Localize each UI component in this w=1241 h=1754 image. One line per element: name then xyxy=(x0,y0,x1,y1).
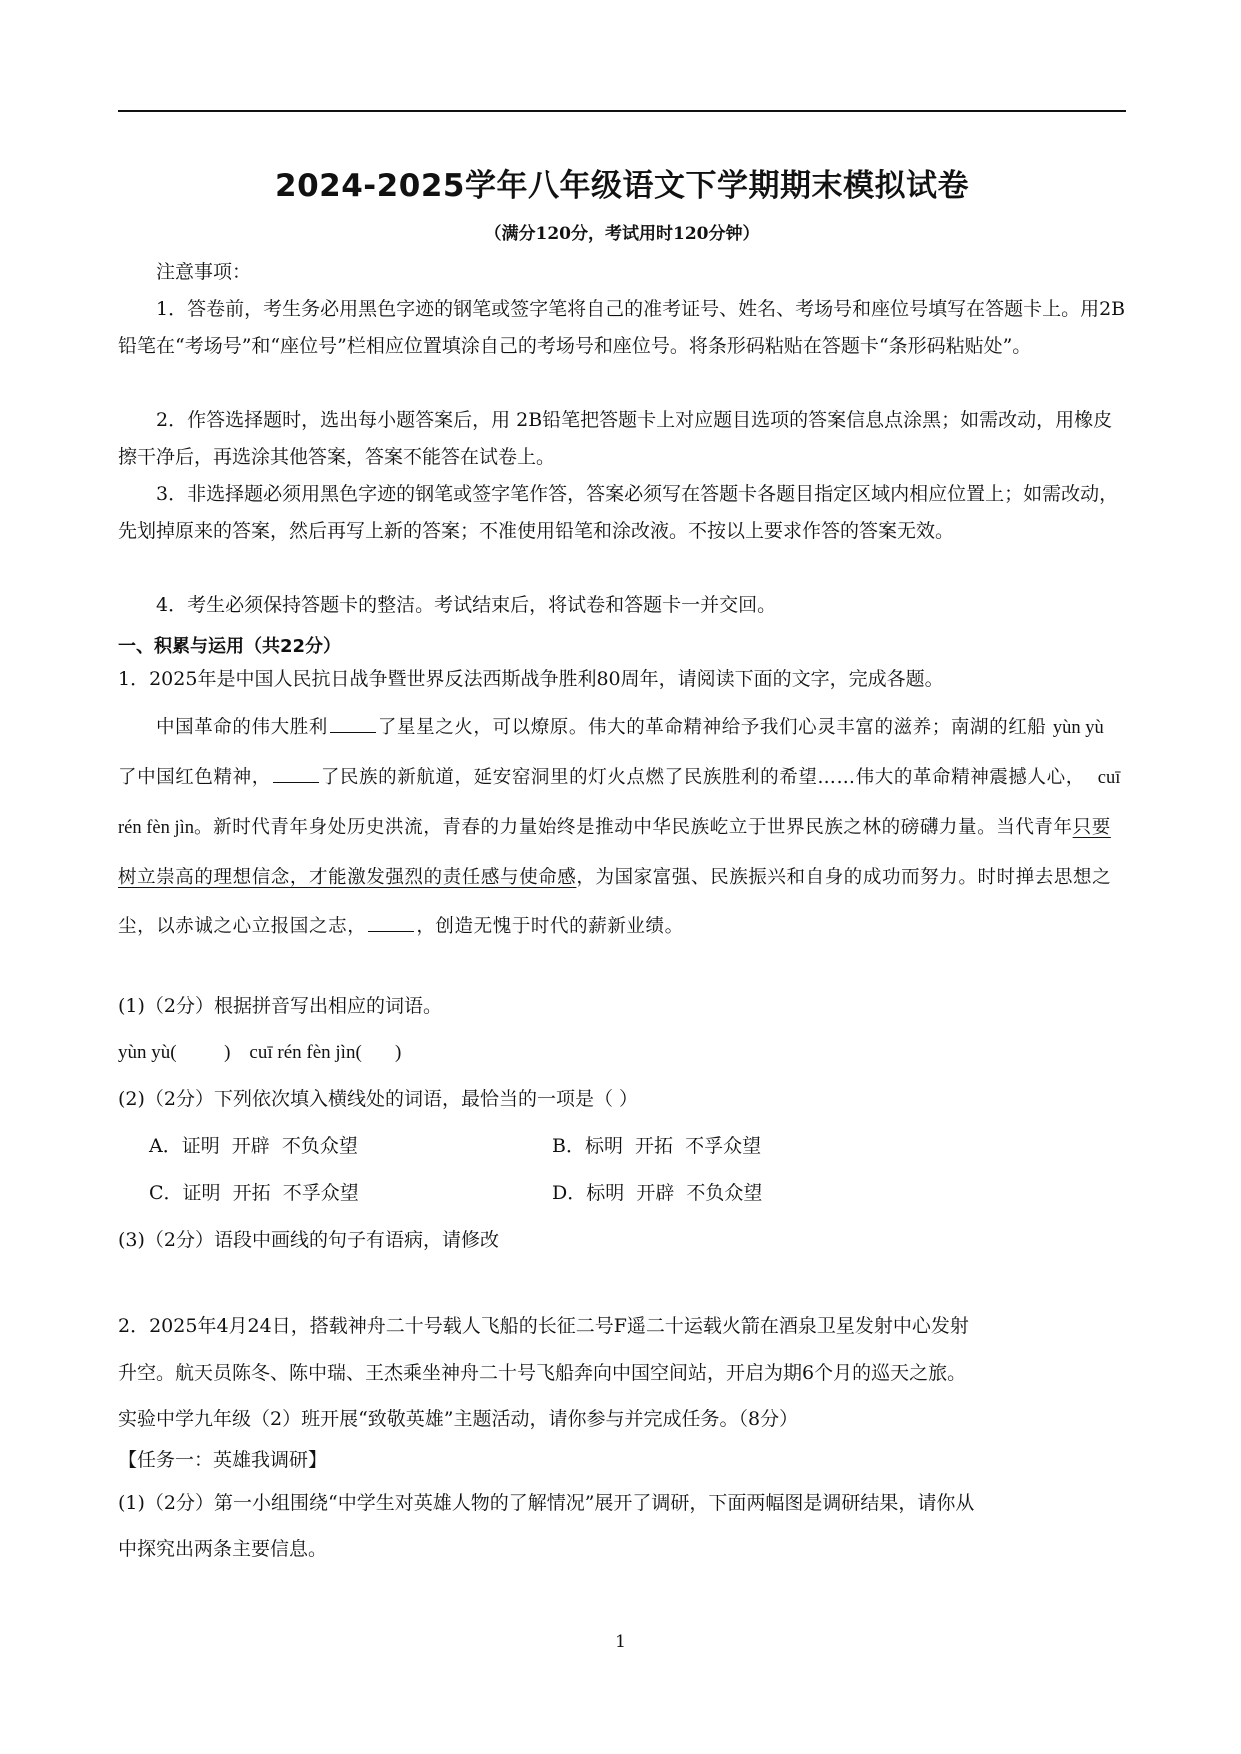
q2-line-2: 升空。航天员陈冬、陈中瑞、王杰乘坐神舟二十号飞船奔向中国空间站，开启为期6个月的巡天之旅。 xyxy=(118,1362,967,1384)
passage-text: 中国革命的伟大胜利 xyxy=(156,717,328,738)
notice-item-2: 2．作答选择题时，选出每小题答案后，用 2B铅笔把答题卡上对应题目选项的答案信息点涂黑；如需改动，用橡皮擦干净后，再选涂其他答案，答案不能答在试卷上。 xyxy=(118,409,1113,468)
option-a: A．证明 开辟 不负众望 xyxy=(149,1135,358,1157)
passage-text: 了民族的新航道，延安窑洞里的灯火点燃了民族胜利的希望……伟大的革命精神震撼人心， xyxy=(320,767,1085,788)
q1-passage xyxy=(118,703,1126,951)
passage-text: 了星星之火，可以燎原。伟大的革命精神给予我们心灵丰富的滋养；南湖的红船 xyxy=(377,717,1053,738)
notice-item-4: 4．考生必须保持答题卡的整洁。考试结束后，将试卷和答题卡一并交回。 xyxy=(156,594,777,616)
q2-line-3: 实验中学九年级（2）班开展“致敬英雄”主题活动，请你参与并完成任务。（8分） xyxy=(118,1408,799,1430)
passage-text: ，创造无愧于时代的薪新业绩。 xyxy=(416,916,684,937)
notice-item-1: 1．答卷前，考生务必用黑色字迹的钢笔或签字笔将自己的准考证号、姓名、考场号和座位号填写在答题卡上。用2B铅笔在“考场号”和“座位号”栏相应位置填涂自己的考场号和座位号。将条形码粘贴在答题卡“条形码粘贴处”。 xyxy=(118,298,1126,357)
option-c: C．证明 开拓 不孚众望 xyxy=(149,1182,359,1204)
section-1-heading: 一、积累与运用（共22分） xyxy=(118,636,342,657)
header-rule xyxy=(118,110,1126,112)
option-b: B．标明 开拓 不孚众望 xyxy=(552,1135,762,1157)
pinyin-cuirenfenjin: cuī rén fèn jìn xyxy=(118,768,1121,838)
notice-item-3: 3．非选择题必须用黑色字迹的钢笔或签字笔作答，答案必须写在答题卡各题目指定区域内相应位置上；如需改动，先划掉原来的答案，然后再写上新的答案；不准使用铅笔和涂改液。不按以上要求作答的答案无效。 xyxy=(118,483,1119,542)
underlined-sentence: 只要树立崇高的理想信念，才能激发强烈的责任感与使命感 xyxy=(118,817,1111,888)
option-d: D．标明 开辟 不负众望 xyxy=(552,1182,763,1204)
q1-sub3: (3)（2分）语段中画线的句子有语病，请修改 xyxy=(118,1229,500,1251)
fill-blank-3 xyxy=(368,917,414,932)
q2-sub1-line-2: 中探究出两条主要信息。 xyxy=(118,1538,328,1560)
passage-text: ，为国家富强、民族振兴和自身的成功而努力。时时掸去思想之尘，以赤诚之心立报国之志， xyxy=(118,867,1112,937)
fill-blank-1 xyxy=(330,718,376,733)
q1-sub1-answer: yùn yù( ) cuī rén fèn jìn( ) xyxy=(118,1042,402,1063)
exam-subtitle: （满分120分，考试用时120分钟） xyxy=(484,224,760,244)
fill-blank-2 xyxy=(273,768,319,783)
q1-sub2: (2)（2分）下列依次填入横线处的词语，最恰当的一项是（ ） xyxy=(118,1088,639,1110)
q2-line-1: 2．2025年4月24日，搭载神舟二十号载人飞船的长征二号F遥二十运载火箭在酒泉卫星发射中心发射 xyxy=(118,1315,969,1337)
q2-sub1-line-1: (1)（2分）第一小组围绕“中学生对英雄人物的了解情况”展开了调研，下面两幅图是调研结果，请你从 xyxy=(118,1492,975,1514)
pinyin-yunyu: yùn yù xyxy=(1052,718,1104,738)
task-1-heading: 【任务一：英雄我调研】 xyxy=(118,1449,328,1471)
q1-stem: 1．2025年是中国人民抗日战争暨世界反法西斯战争胜利80周年，请阅读下面的文字，完成各题。 xyxy=(118,668,944,690)
notice-heading: 注意事项： xyxy=(156,261,252,283)
q1-sub1: (1)（2分）根据拼音写出相应的词语。 xyxy=(118,995,443,1017)
passage-text: 了中国红色精神， xyxy=(118,767,271,788)
passage-text: 。新时代青年身处历史洪流，青春的力量始终是推动中华民族屹立于世界民族之林的磅礴力量。当代青年 xyxy=(194,817,1073,838)
exam-title: 2024-2025学年八年级语文下学期期末模拟试卷 xyxy=(275,168,969,204)
page-number: 1 xyxy=(615,1632,626,1652)
